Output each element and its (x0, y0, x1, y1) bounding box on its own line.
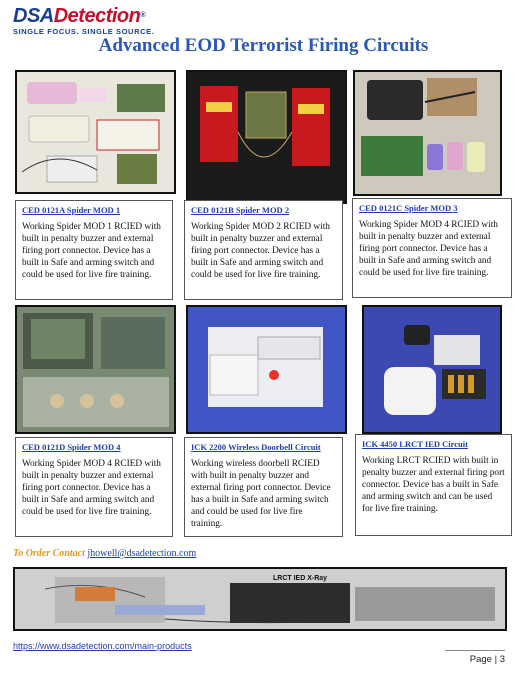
product-photo-ick-2200 (186, 305, 347, 434)
page-number: Page | 3 (469, 654, 505, 665)
logo-registered-mark: ® (140, 12, 146, 19)
logo-dsa-text: DSA (13, 5, 54, 27)
product-title-link[interactable]: CED 0121A Spider MOD 1 (22, 205, 121, 215)
xray-image-lrct (13, 567, 507, 631)
product-photo-ced-0121b (186, 70, 347, 204)
logo-detection-text: Detection (53, 5, 141, 27)
product-card-ced-0121a (15, 200, 173, 300)
xray-label: LRCT IED X-Ray (273, 575, 328, 582)
page-title: Advanced EOD Terrorist Firing Circuits (98, 35, 429, 56)
product-description: Working Spider MOD 1 RCIED with built in penalty buzzer and external firing port connector. Device has a built in Safe and arming switch and could be used for live fire training. (22, 222, 161, 280)
order-email-link[interactable]: jhowell@dsadetection.com (87, 548, 197, 559)
product-card-ick-4450 (355, 434, 512, 536)
logo-tagline: SINGLE FOCUS. SINGLE SOURCE. (13, 27, 155, 36)
product-description: Working LRCT RCIED with built in penalty buzzer and external firing port connector. Device has a built in Safe and arming switch and can be used for live fire training. (362, 456, 505, 514)
footer-url-link[interactable]: https://www.dsadetection.com/main-products (13, 641, 192, 651)
product-photo-ced-0121c (353, 70, 502, 196)
product-card-ced-0121b (184, 200, 343, 300)
footer-divider (445, 650, 505, 651)
product-photo-ced-0121a (15, 70, 176, 194)
product-description: Working wireless doorbell RCIED with built in penalty buzzer and external firing port connector. Device has a built in Safe and arming switch and could be used for live fire training. (191, 459, 331, 529)
product-description: Working Spider MOD 4 RCIED with built in penalty buzzer and external firing port connector. Device has a built in Safe and arming switch and could be used for live fire training. (22, 459, 161, 517)
product-card-ick-2200 (184, 437, 343, 537)
order-contact (13, 548, 196, 559)
product-photo-ick-4450 (362, 305, 502, 434)
product-card-ced-0121c (352, 198, 512, 298)
product-description: Working Spider MOD 4 RCIED with built in penalty buzzer and external firing port connector. Device has a built in Safe and arming switch and could be used for live fire training. (359, 220, 498, 278)
product-photo-ced-0121d (15, 305, 176, 434)
product-description: Working Spider MOD 2 RCIED with built in penalty buzzer and external firing port connector. Device has a built in Safe and arming switch and could be used for live fire training. (191, 222, 330, 280)
product-title-link[interactable]: CED 0121D Spider MOD 4 (22, 442, 121, 452)
product-title-link[interactable]: ICK 4450 LRCT IED Circuit (362, 439, 468, 449)
product-card-ced-0121d (15, 437, 173, 537)
order-contact-label: To Order Contact (13, 548, 85, 559)
product-title-link[interactable]: CED 0121C Spider MOD 3 (359, 203, 458, 213)
company-logo (13, 6, 154, 36)
product-title-link[interactable]: CED 0121B Spider MOD 2 (191, 205, 290, 215)
product-title-link[interactable]: ICK 2200 Wireless Doorbell Circuit (191, 442, 321, 452)
